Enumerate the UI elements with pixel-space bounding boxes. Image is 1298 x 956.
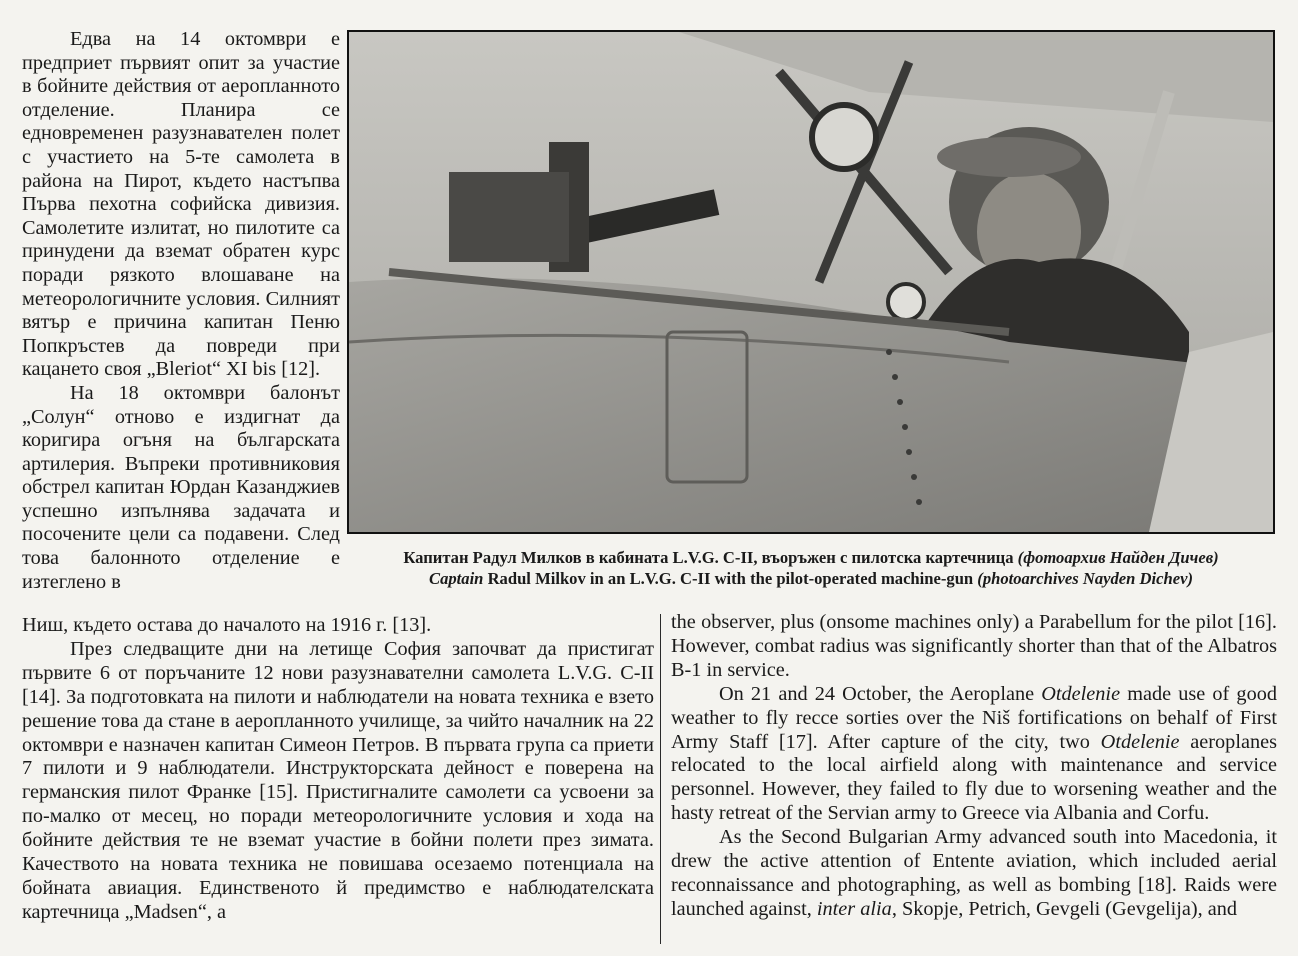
paragraph: the observer, plus (onsome machines only) a Parabellum for the pilot [16]. However, combat radius was significantly shorter than that of the Albatros B-1 in service.: [671, 611, 1277, 681]
text-run: As the Second Bulgarian Army advanced south into Macedonia, it drew the active attention of Entente aviation, which included aerial reconnaissance and photographing, as well as bombing [18]. Raids were launched against,: [671, 826, 1277, 920]
emphasis: inter alia: [816, 897, 892, 920]
column-divider: [660, 614, 661, 944]
left-bottom-column: [22, 614, 654, 925]
paragraph-continuation: Ниш, където остава до началото на 1916 г. [13].: [22, 614, 432, 636]
caption-line-english: [347, 568, 1275, 589]
paragraph: През следващите дни на летище София започват да пристигат първите 6 от поръчаните 12 нови разузнавателни самолета L.V.G. C-II [14]. За подготовката на пилоти и наблюдатели на новата техника е взето решение това да стане в аеропланното училище, за чийто началник на 22 октомври е назначен капитан Симеон Петров. В първата група са приети 7 пилоти и 9 наблюдатели. Инструкторската дейност е поверена на германския пилот Франке [15]. Пристигналите самолети са усвоени за по-малко от месец, но поради метеорологичните условия и хода на бойните действия те не вземат участие в бойни полети през зимата. Качеството на новата техника не повишава осезаемо потенциала на бойната авиация. Единственото й предимство е наблюдателската картечница „Madsen“, а: [22, 637, 654, 923]
text-run: On 21 and 24 October, the Aeroplane: [719, 682, 1042, 705]
text-run: aeroplanes relocated to the local airfield along with maintenance and service personnel. However, they failed to fly due to worsening weather and the hasty retreat of the Servian army to Greece via Albania and Corfu.: [671, 730, 1277, 825]
text-run: , Skopje, Petrich, Gevgeli (Gevgelija), and: [891, 897, 1238, 920]
emphasis: Otdelenie: [1100, 730, 1180, 753]
text-run: made use of good weather to fly recce sorties over the Niš fortifications on behalf of First Army Staff [17]. After capture of the city, two: [671, 682, 1277, 753]
emphasis: Otdelenie: [1041, 682, 1121, 705]
paragraph: [671, 683, 1277, 826]
paragraph: На 18 октомври балонът „Солун“ отново е издигнат да коригира огъня на българската артилерия. Въпреки противниковия обстрел капитан Юрдан Казанджиев успешно изпълнява задачата и посочените цели са подавени. След това балонното отделение е изтеглено в: [22, 381, 340, 593]
caption-text: Radul Milkov in an L.V.G. C-II with the pilot-operated machine-gun: [483, 569, 978, 588]
caption-credit: (фотоархив Найден Дичев): [1017, 548, 1219, 567]
caption-prefix: Captain: [429, 569, 484, 588]
photograph-pilot-in-cockpit: [347, 30, 1275, 534]
caption-line-bulgarian: [347, 547, 1275, 568]
left-top-column: [22, 28, 340, 594]
right-column: [671, 611, 1277, 922]
caption-credit: (photoarchives Nayden Dichev): [977, 569, 1193, 588]
caption-text: Капитан Радул Милков в кабината L.V.G. C-II, въоръжен с пилотска картечница: [403, 548, 1018, 567]
photo-illustration: [349, 32, 1273, 532]
paragraph: [671, 826, 1277, 922]
figure-caption: [347, 547, 1275, 589]
paragraph: Едва на 14 октомври е предприет първият опит за участие в бойните действия от аеропланното отделение. Планира се едновременен разузнавателен полет с участието на 5-те самолета в района на Пирот, където настъпва Първа пехотна софийска дивизия. Самолетите излитат, но пилотите са принудени да вземат обратен курс поради рязкото влошаване на метеорологичните условия. Силният вятър е причина капитан Пеню Попкръстев да повреди при кацането своя „Bleriot“ XI bis [12].: [22, 28, 340, 381]
